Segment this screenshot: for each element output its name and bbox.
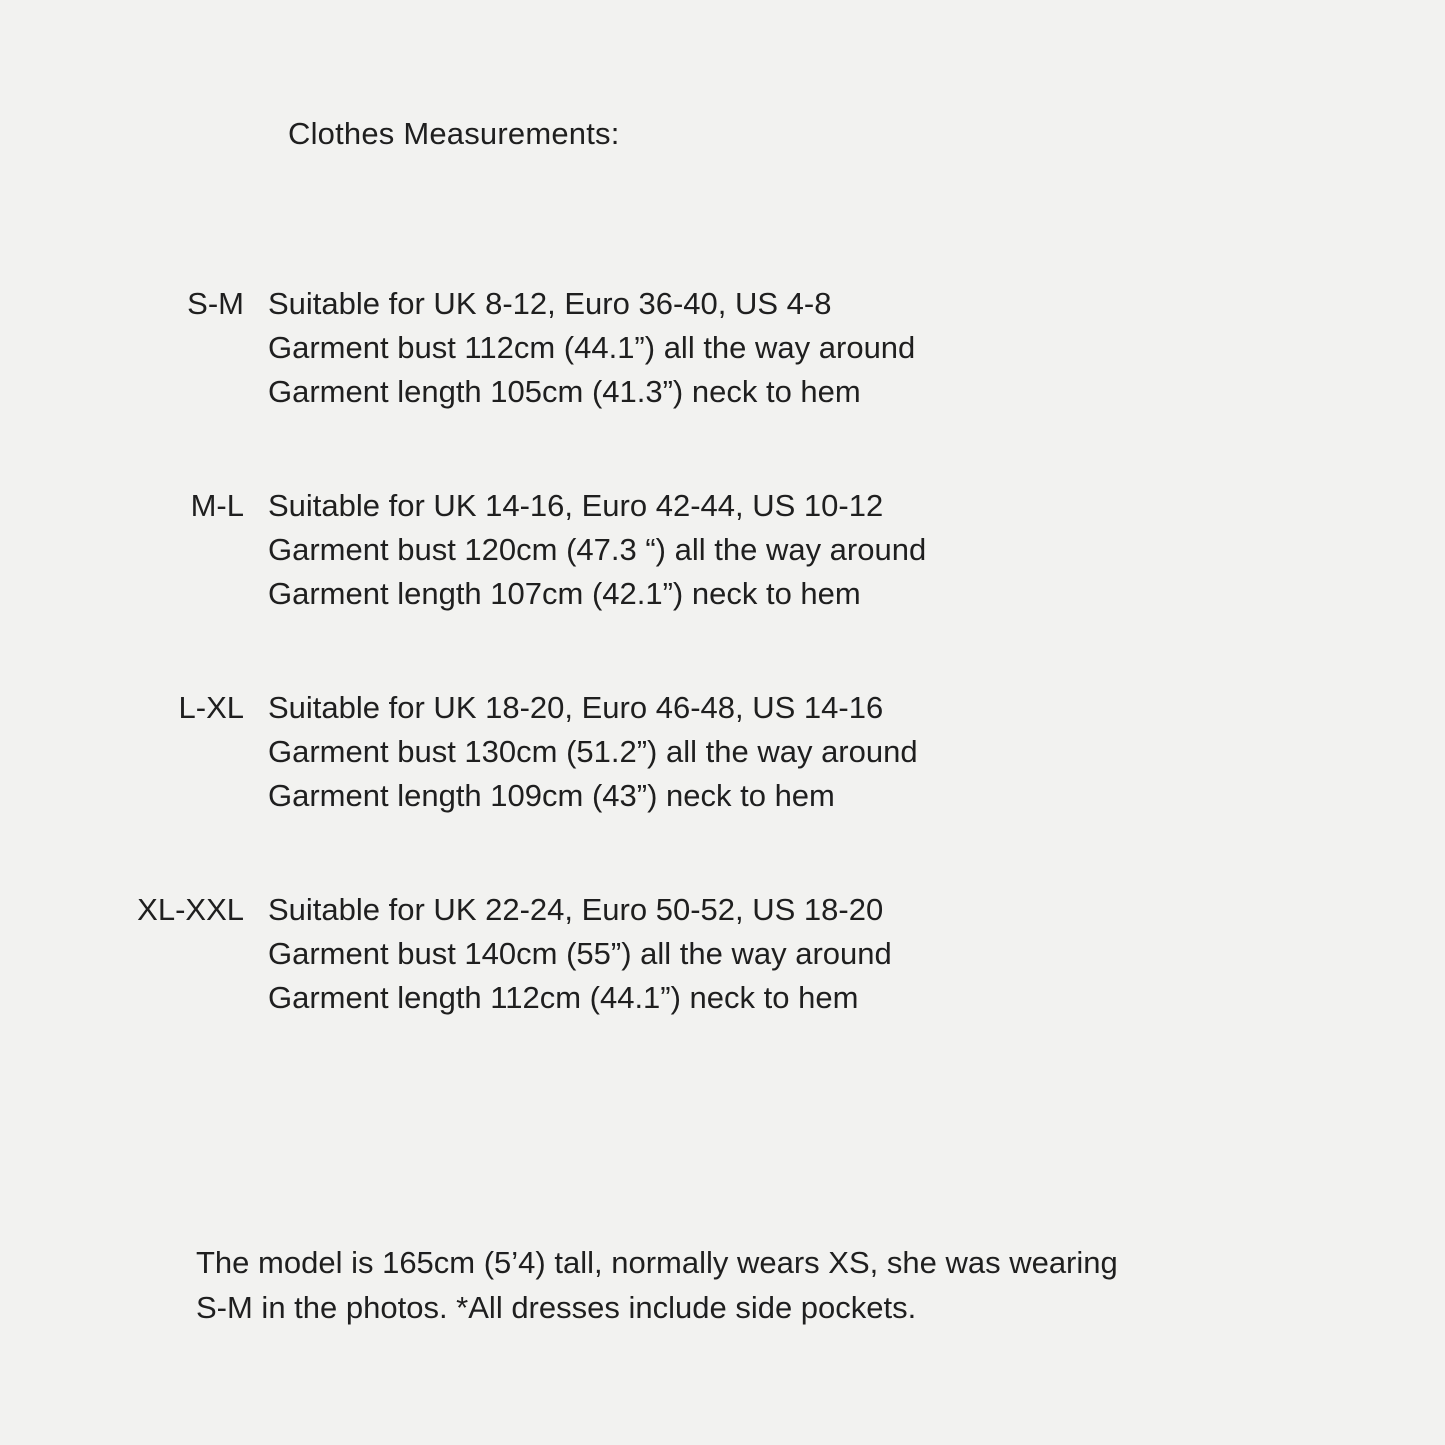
size-details xyxy=(268,686,918,818)
footnote xyxy=(196,1240,1346,1330)
size-details xyxy=(268,888,892,1020)
size-detail-line: Garment bust 140cm (55”) all the way around xyxy=(268,936,892,971)
footnote-line: S-M in the photos. *All dresses include side pockets. xyxy=(196,1290,917,1325)
size-detail-line: Garment length 112cm (44.1”) neck to hem xyxy=(268,980,859,1015)
size-label: S-M xyxy=(187,286,244,321)
size-label: M-L xyxy=(190,488,244,523)
size-detail-line: Suitable for UK 8-12, Euro 36-40, US 4-8 xyxy=(268,286,832,321)
size-block-xl-xxl xyxy=(0,888,1445,1020)
size-details xyxy=(268,282,915,414)
page-title: Clothes Measurements: xyxy=(288,116,620,151)
size-block-s-m xyxy=(0,282,1445,414)
size-detail-line: Garment bust 130cm (51.2”) all the way around xyxy=(268,734,918,769)
size-label: XL-XXL xyxy=(137,892,244,927)
size-detail-line: Suitable for UK 18-20, Euro 46-48, US 14-16 xyxy=(268,690,884,725)
footnote-line: The model is 165cm (5’4) tall, normally wears XS, she was wearing xyxy=(196,1245,1118,1280)
size-block-l-xl xyxy=(0,686,1445,818)
size-detail-line: Suitable for UK 14-16, Euro 42-44, US 10-12 xyxy=(268,488,884,523)
size-list xyxy=(0,282,1445,1090)
size-detail-line: Garment length 107cm (42.1”) neck to hem xyxy=(268,576,861,611)
size-detail-line: Suitable for UK 22-24, Euro 50-52, US 18-20 xyxy=(268,892,884,927)
size-details xyxy=(268,484,926,616)
size-detail-line: Garment bust 112cm (44.1”) all the way around xyxy=(268,330,916,365)
size-detail-line: Garment length 109cm (43”) neck to hem xyxy=(268,778,835,813)
size-label: L-XL xyxy=(178,690,244,725)
size-detail-line: Garment length 105cm (41.3”) neck to hem xyxy=(268,374,861,409)
size-detail-line: Garment bust 120cm (47.3 “) all the way around xyxy=(268,532,927,567)
size-block-m-l xyxy=(0,484,1445,616)
